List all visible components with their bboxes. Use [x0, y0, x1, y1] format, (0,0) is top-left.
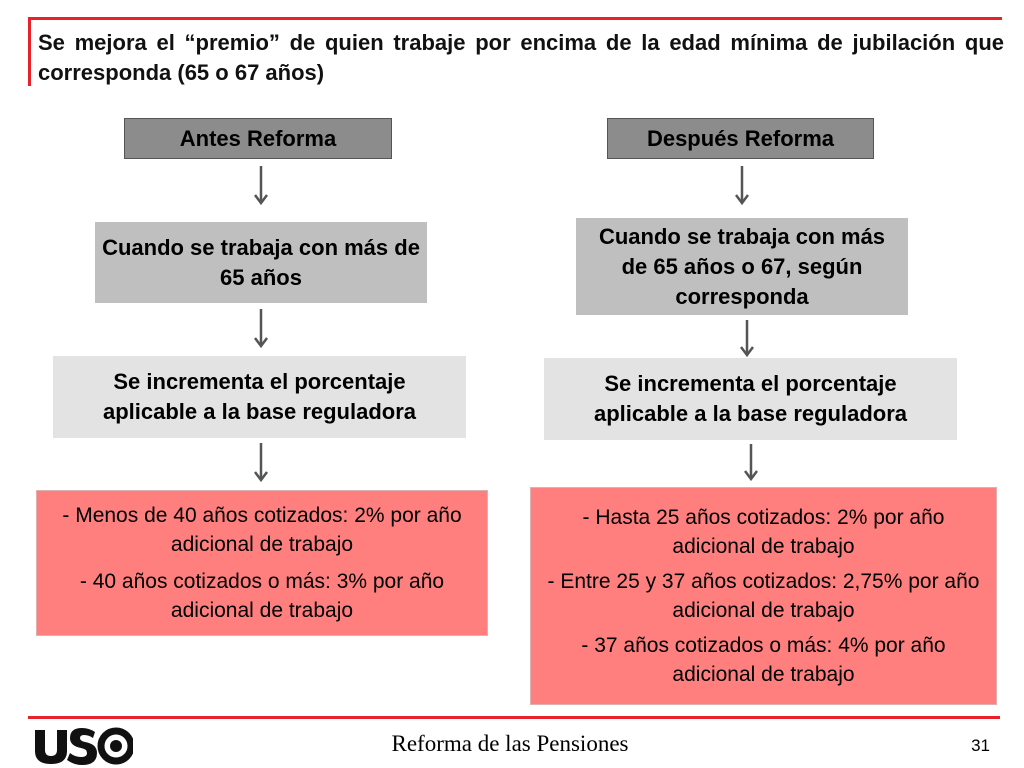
arrow-down-icon	[254, 309, 268, 349]
arrow-down-icon	[740, 320, 754, 358]
after-detail-item: - Entre 25 y 37 años cotizados: 2,75% por año adicional de trabajo	[547, 570, 980, 622]
before-condition: Cuando se trabaja con más de 65 años	[95, 222, 427, 303]
before-details	[36, 490, 488, 636]
after-detail-item: - 37 años cotizados o más: 4% por año adicional de trabajo	[581, 634, 946, 686]
uso-logo-icon	[33, 726, 133, 766]
page-number: 31	[971, 736, 990, 755]
after-header: Después Reforma	[607, 118, 874, 159]
arrow-down-icon	[254, 443, 268, 483]
before-detail-item: - 40 años cotizados o más: 3% por año adicional de trabajo	[79, 570, 445, 622]
arrow-down-icon	[744, 444, 758, 482]
before-detail-item: - Menos de 40 años cotizados: 2% por año adicional de trabajo	[62, 504, 462, 556]
left-accent-line	[28, 17, 31, 86]
bottom-accent-line	[28, 716, 1000, 719]
after-condition: Cuando se trabaja con más de 65 años o 67, según corresponda	[576, 218, 908, 315]
arrow-down-icon	[254, 166, 268, 206]
before-effect: Se incrementa el porcentaje aplicable a la base reguladora	[53, 356, 466, 438]
after-effect: Se incrementa el porcentaje aplicable a la base reguladora	[544, 358, 957, 440]
footer-title: Reforma de las Pensiones	[391, 731, 629, 756]
slide-title: Se mejora el “premio” de quien trabaje por encima de la edad mínima de jubilación que corresponda (65 o 67 años)	[38, 30, 1004, 85]
arrow-down-icon	[735, 166, 749, 206]
after-details	[530, 487, 997, 705]
top-accent-line	[28, 17, 1002, 20]
before-header: Antes Reforma	[124, 118, 392, 159]
after-detail-item: - Hasta 25 años cotizados: 2% por año adicional de trabajo	[582, 506, 945, 558]
